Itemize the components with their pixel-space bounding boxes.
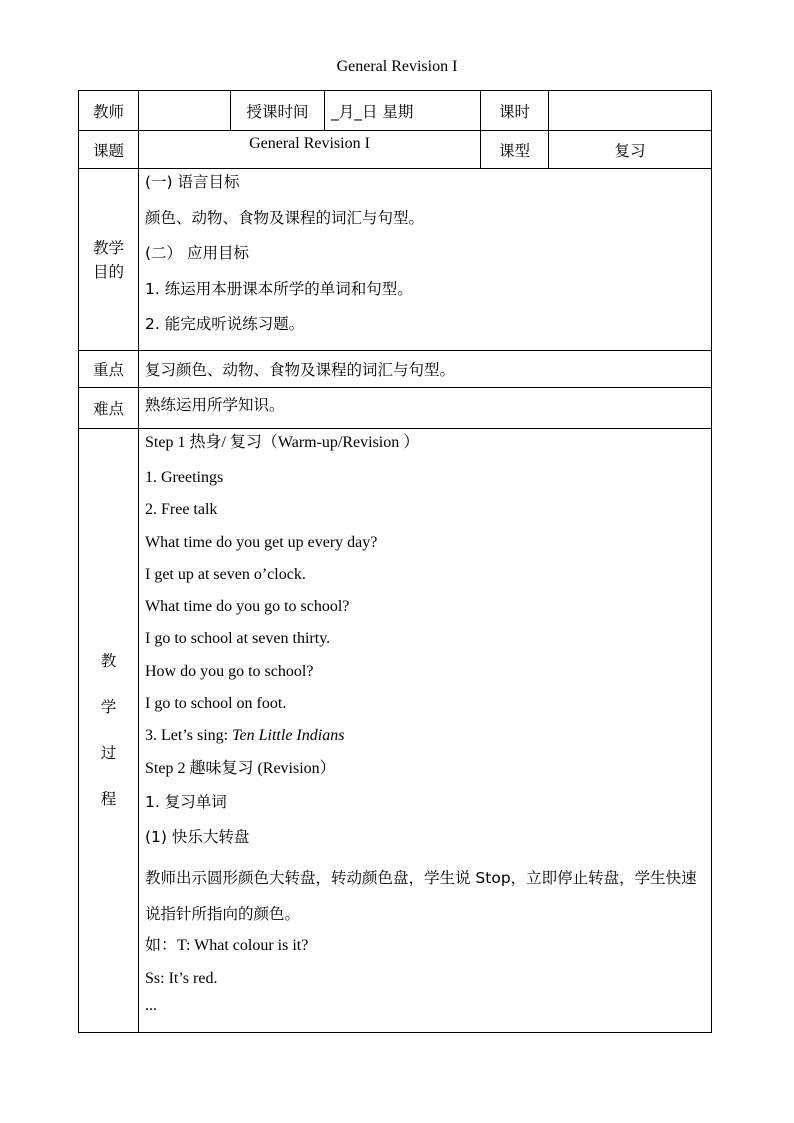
dialogue-question: What time do you get up every day? [145, 533, 378, 551]
objective-line: 颜色、动物、食物及课程的词汇与句型。 [145, 208, 425, 227]
lesson-type-value: 复习 [549, 131, 712, 169]
dialogue-answer: I go to school at seven thirty. [145, 630, 331, 648]
game-title-line: (1) 快乐大转盘 [145, 828, 250, 847]
example-answer: Ss: It’s red. [145, 969, 218, 987]
header-row [79, 91, 712, 131]
process-label [79, 429, 139, 1033]
objectives-label-text: 教学目的 [92, 238, 124, 281]
teacher-label: 教师 [79, 91, 139, 131]
class-time-label: 授课时间 [231, 91, 325, 131]
objective-line: (一) 语言目标 [145, 173, 240, 191]
difficulties-label: 难点 [79, 388, 139, 429]
period-value [549, 91, 712, 131]
song-line [145, 724, 711, 756]
dialogue-answer: I go to school on foot. [145, 695, 287, 713]
objectives-row [79, 169, 712, 351]
lesson-type-label: 课型 [481, 131, 549, 169]
teacher-value [139, 91, 231, 131]
key-points-row [79, 351, 712, 388]
ellipsis: ... [145, 997, 157, 1015]
document-title: General Revision I [336, 58, 458, 75]
song-prefix: 3. Let’s sing: [145, 727, 233, 745]
objective-line: 1. 练运用本册课本所学的单词和句型。 [145, 279, 413, 298]
process-label-char: 学 [100, 698, 117, 717]
process-label-char: 过 [100, 744, 117, 763]
topic-row [79, 131, 712, 169]
objectives-label [79, 169, 139, 351]
key-points-value: 复习颜色、动物、食物及课程的词汇与句型。 [139, 351, 712, 388]
process-label-char: 程 [100, 790, 117, 809]
objectives-content [139, 169, 712, 351]
objective-line: 2. 能完成听说练习题。 [145, 315, 305, 333]
period-label: 课时 [481, 91, 549, 131]
free-talk-line: 2. Free talk [145, 501, 218, 519]
dialogue-question: How do you go to school? [145, 662, 314, 680]
process-content [139, 429, 712, 1033]
greetings-line: 1. Greetings [145, 469, 224, 486]
class-time-value: _月_日 星期 [325, 91, 481, 131]
process-row [79, 429, 712, 1033]
difficulties-value: 熟练运用所学知识。 [139, 388, 712, 429]
step-2-heading: Step 2 趣味复习 (Revision） [145, 759, 336, 777]
objective-line: (二） 应用目标 [145, 244, 249, 262]
key-points-label: 重点 [79, 351, 139, 388]
topic-value: General Revision I [139, 131, 481, 169]
example-question: 如：T: What colour is it? [145, 936, 309, 954]
lesson-plan-table [78, 90, 712, 1033]
review-words-line: 1. 复习单词 [145, 792, 227, 811]
game-description: 教师出示圆形颜色大转盘，转动颜色盘，学生说 Stop，立即停止转盘，学生快速说指针所指向的颜色。 [145, 868, 697, 923]
process-label-char: 教 [100, 652, 117, 671]
song-title: Ten Little Indians [232, 727, 345, 745]
dialogue-answer: I get up at seven o’clock. [145, 565, 306, 583]
topic-label: 课题 [79, 131, 139, 169]
step-1-heading: Step 1 热身/ 复习（Warm-up/Revision ） [145, 434, 420, 451]
dialogue-question: What time do you go to school? [145, 598, 350, 616]
difficulties-row [79, 388, 712, 429]
